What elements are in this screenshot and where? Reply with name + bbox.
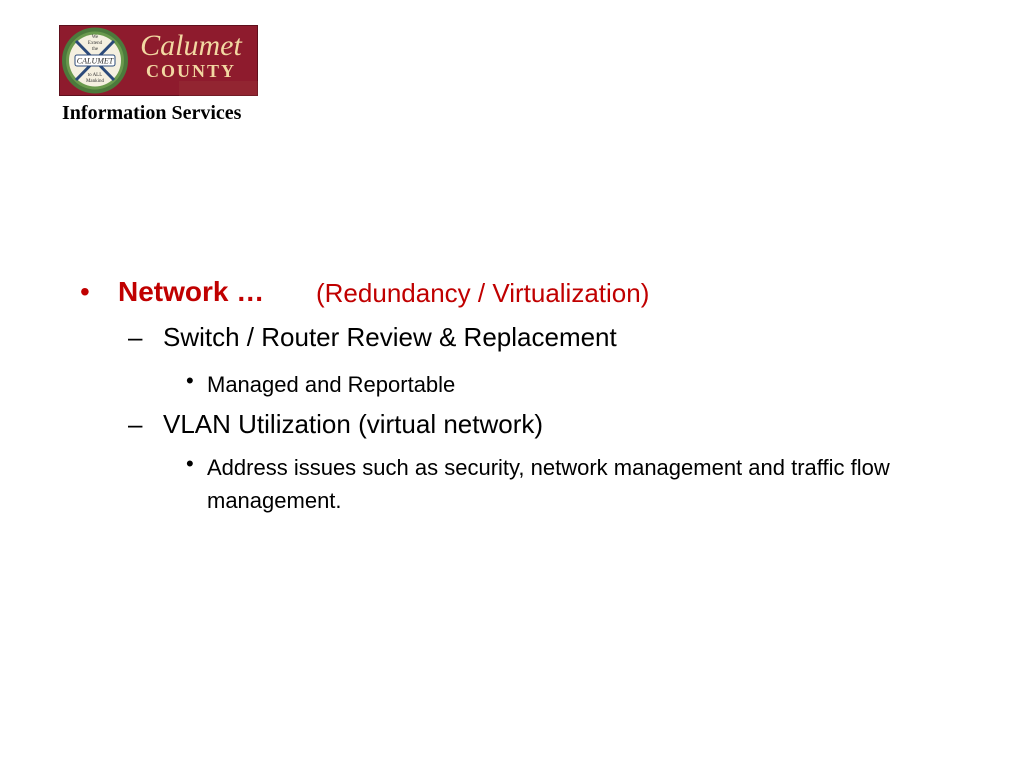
seal-line-2: Extend bbox=[87, 41, 103, 46]
seal-line-6: Mankind bbox=[85, 79, 105, 84]
seal-line-3: the bbox=[91, 47, 99, 52]
detail-text: Address issues such as security, network management and traffic flow management. bbox=[207, 455, 890, 513]
dash-marker: – bbox=[128, 409, 143, 439]
bullet-marker: • bbox=[80, 276, 90, 307]
seal-line-5: to ALL bbox=[87, 73, 103, 78]
detail-text: Managed and Reportable bbox=[207, 372, 456, 397]
bullet-subheading: (Redundancy / Virtualization) bbox=[316, 278, 650, 308]
dot-marker: • bbox=[186, 451, 194, 476]
dot-marker: • bbox=[186, 368, 194, 393]
department-label: Information Services bbox=[62, 102, 242, 124]
dash-marker: – bbox=[128, 322, 143, 352]
seal-center-word: CALUMET bbox=[76, 56, 114, 66]
logo-word-county: COUNTY bbox=[145, 61, 237, 81]
logo-word-calumet: Calumet bbox=[140, 29, 242, 62]
sub-item-text: Switch / Router Review & Replacement bbox=[163, 322, 617, 352]
sub-item-text: VLAN Utilization (virtual network) bbox=[163, 409, 544, 439]
seal-line-1: We bbox=[91, 35, 99, 40]
bullet-heading: Network … bbox=[118, 276, 265, 307]
